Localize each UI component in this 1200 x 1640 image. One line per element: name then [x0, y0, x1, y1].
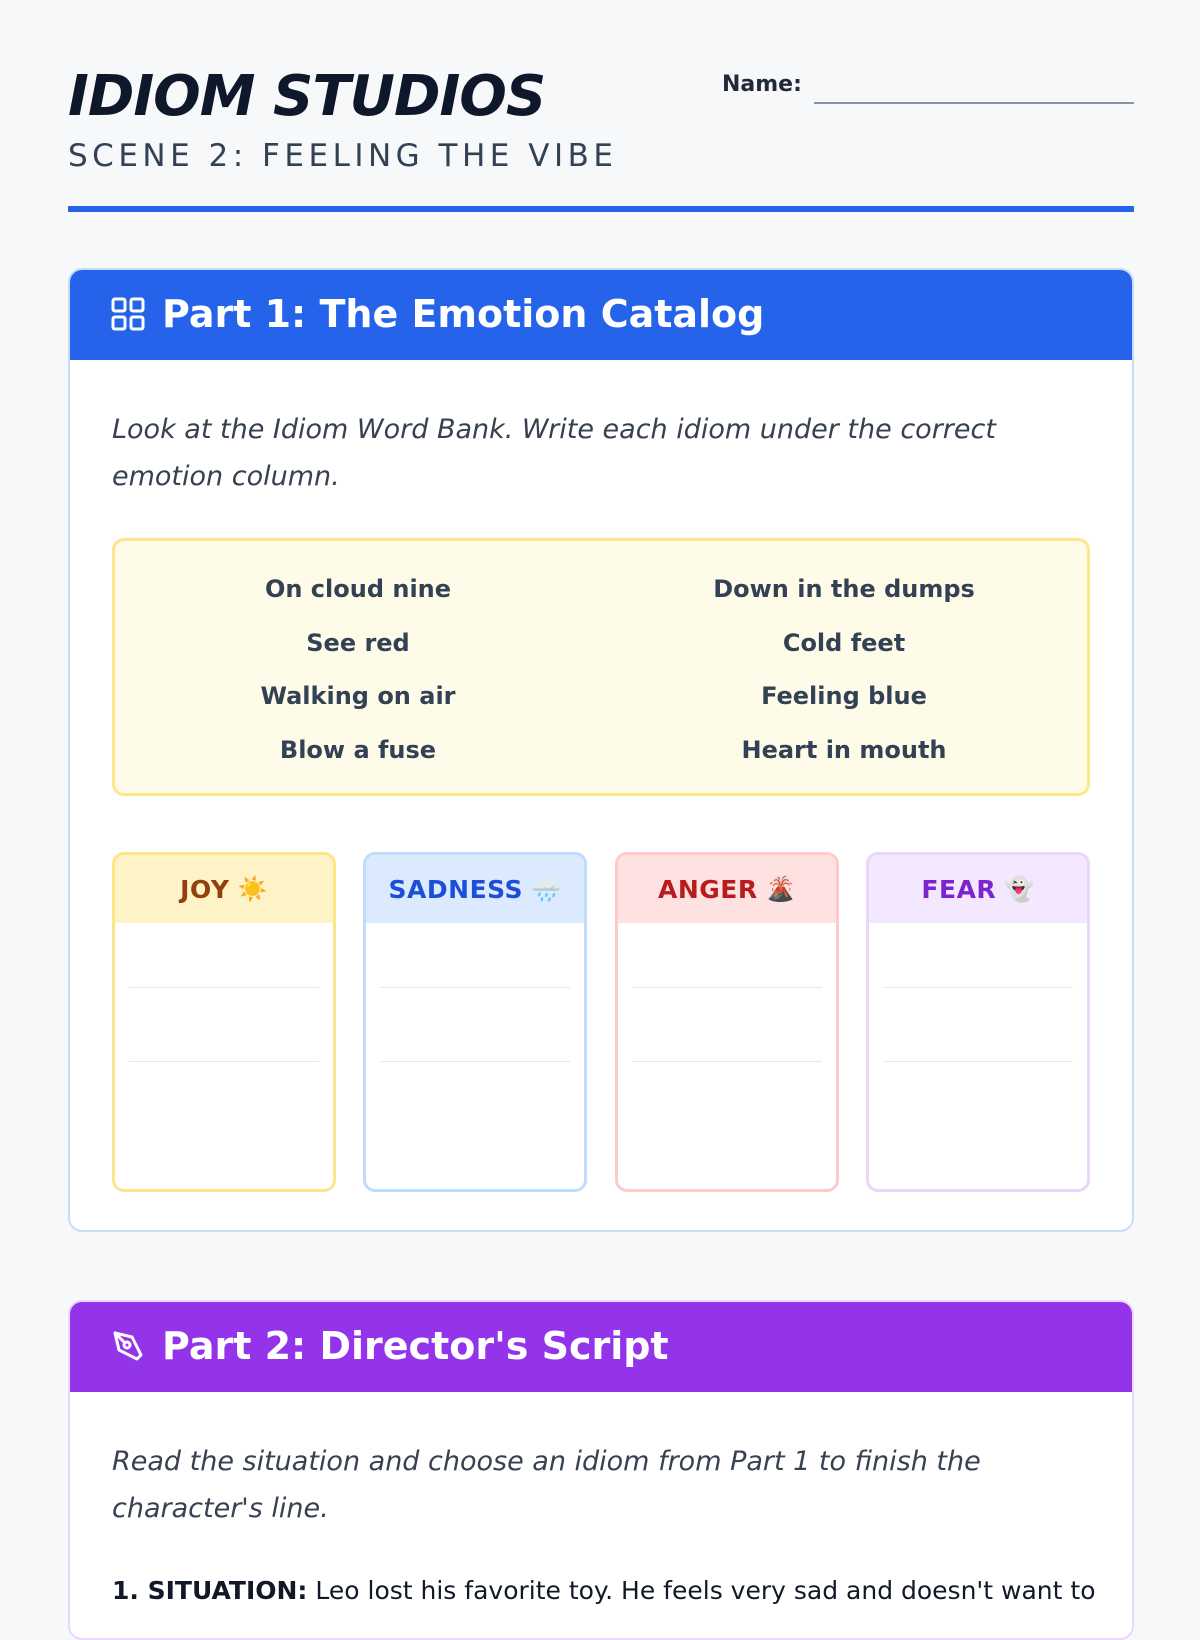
- header-divider: [68, 206, 1134, 212]
- ghost-icon: 👻: [1004, 875, 1035, 903]
- word-bank-item: See red: [306, 628, 410, 657]
- name-field[interactable]: [814, 102, 1134, 104]
- grid-icon: [110, 296, 146, 332]
- anger-label: ANGER: [657, 874, 758, 904]
- write-line[interactable]: [129, 987, 319, 988]
- part2-header: [68, 1300, 1134, 1392]
- word-bank-item: Feeling blue: [761, 682, 927, 710]
- sadness-column-header: [366, 855, 584, 923]
- fear-column[interactable]: [866, 852, 1090, 1192]
- pen-icon: [110, 1328, 146, 1364]
- worksheet-page: [68, 0, 1134, 1605]
- joy-column-header: [115, 855, 333, 923]
- sadness-column[interactable]: [363, 852, 587, 1192]
- write-line[interactable]: [129, 1061, 319, 1062]
- word-bank-item: On cloud nine: [264, 575, 452, 603]
- name-label: Name:: [722, 72, 802, 97]
- page-title: IDIOM STUDIOS: [68, 64, 546, 129]
- situation-text: Leo lost his favorite toy. He feels very sad and doesn't want to: [307, 1576, 1096, 1605]
- part1-card: [68, 268, 1134, 1232]
- situation-item-1: [112, 1576, 1096, 1605]
- word-bank-item: Walking on air: [260, 682, 456, 710]
- page-subtitle: SCENE 2: FEELING THE VIBE: [68, 138, 618, 174]
- rain-cloud-icon: 🌧️: [531, 875, 562, 903]
- sun-icon: ☀️: [237, 875, 268, 903]
- part2-card: [68, 1300, 1134, 1640]
- write-line[interactable]: [380, 1061, 570, 1062]
- part1-header: [68, 268, 1134, 360]
- volcano-icon: 🌋: [765, 875, 796, 903]
- word-bank-item: Down in the dumps: [713, 575, 975, 603]
- word-bank-item: Blow a fuse: [279, 735, 437, 764]
- write-line[interactable]: [632, 987, 822, 988]
- joy-label: JOY: [180, 874, 230, 904]
- situation-label: 1. SITUATION:: [112, 1576, 308, 1605]
- write-line[interactable]: [883, 987, 1073, 988]
- write-line[interactable]: [380, 987, 570, 988]
- sadness-label: SADNESS: [388, 874, 524, 904]
- worksheet-header: [68, 0, 1134, 215]
- write-line[interactable]: [883, 1061, 1073, 1062]
- part1-title: Part 1: The Emotion Catalog: [162, 292, 765, 336]
- word-bank-item: Heart in mouth: [741, 735, 947, 764]
- idiom-word-bank: [112, 538, 1090, 796]
- part1-instructions: Look at the Idiom Word Bank. Write each idiom under the correct emotion column.: [112, 414, 996, 492]
- anger-column[interactable]: [615, 852, 839, 1192]
- fear-label: FEAR: [921, 874, 997, 904]
- joy-column[interactable]: [112, 852, 336, 1192]
- emotion-columns: [112, 852, 1090, 1192]
- word-bank-item: Cold feet: [782, 628, 906, 657]
- write-line[interactable]: [632, 1061, 822, 1062]
- anger-column-header: [618, 855, 836, 923]
- part2-title: Part 2: Director's Script: [162, 1324, 669, 1368]
- fear-column-header: [869, 855, 1087, 923]
- part2-instructions: Read the situation and choose an idiom from Part 1 to finish the character's line.: [112, 1446, 981, 1524]
